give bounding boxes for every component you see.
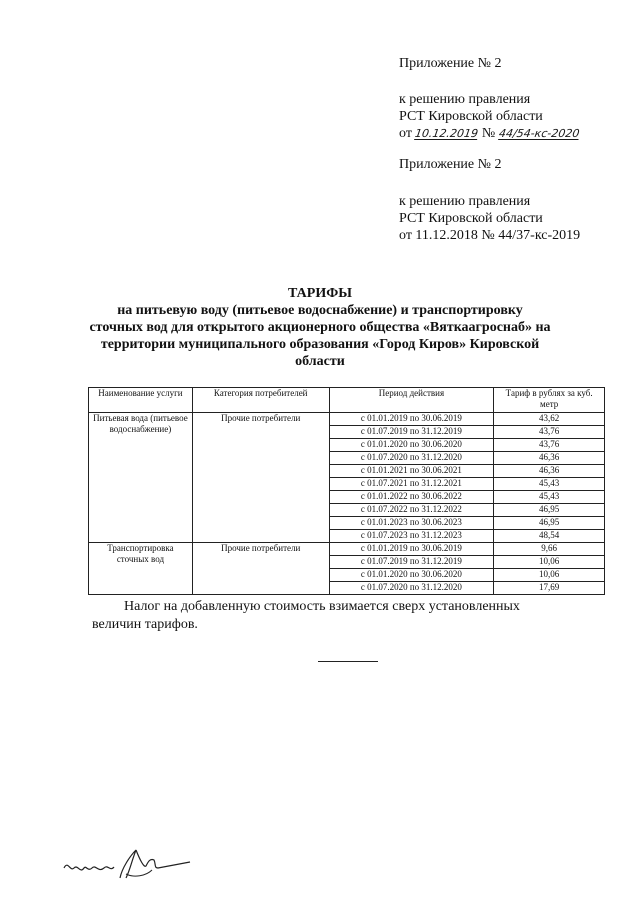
- appendix-current-line2: РСТ Кировской области: [399, 109, 543, 124]
- end-divider: [318, 661, 378, 662]
- appendix-previous-title: Приложение № 2: [399, 157, 502, 172]
- period-cell: с 01.01.2020 по 30.06.2020: [329, 569, 494, 582]
- tariff-cell: 9,66: [494, 543, 605, 556]
- period-cell: с 01.01.2022 по 30.06.2022: [329, 491, 494, 504]
- period-cell: с 01.07.2023 по 31.12.2023: [329, 530, 494, 543]
- signature-graphic: [60, 838, 200, 888]
- number-sign: №: [481, 126, 496, 141]
- tariff-cell: 46,95: [494, 504, 605, 517]
- tariff-cell: 45,43: [494, 478, 605, 491]
- vat-note-line2: величин тарифов.: [92, 617, 198, 632]
- vat-note-line1: Налог на добавленную стоимость взимается сверх установленных: [124, 599, 520, 614]
- tariff-cell: 17,69: [494, 582, 605, 595]
- heading-line2: сточных вод для открытого акционерного общества «Вяткаагроснаб» на: [89, 320, 551, 335]
- header-category: Категория потребителей: [192, 388, 329, 413]
- heading-line4: области: [295, 354, 345, 369]
- table-row: [89, 413, 605, 426]
- header-period: Период действия: [329, 388, 494, 413]
- period-cell: с 01.07.2020 по 31.12.2020: [329, 452, 494, 465]
- service-cell: Питьевая вода (питьевое водоснабжение): [89, 413, 193, 543]
- appendix-previous-line2: РСТ Кировской области: [399, 211, 543, 226]
- appendix-previous-line1: к решению правления: [399, 194, 531, 209]
- tariff-cell: 10,06: [494, 569, 605, 582]
- date-prefix: от: [399, 126, 412, 141]
- handwritten-signature: [60, 838, 200, 893]
- tariff-cell: 48,54: [494, 530, 605, 543]
- table-row: [89, 543, 605, 556]
- handwritten-date: 10.12.2019: [414, 127, 480, 140]
- period-cell: с 01.07.2022 по 31.12.2022: [329, 504, 494, 517]
- appendix-previous: [399, 156, 580, 244]
- appendix-current-date-line: [399, 125, 579, 142]
- appendix-current-line1: к решению правления: [399, 92, 531, 107]
- period-cell: с 01.07.2020 по 31.12.2020: [329, 582, 494, 595]
- period-cell: с 01.01.2019 по 30.06.2019: [329, 413, 494, 426]
- tariff-cell: 10,06: [494, 556, 605, 569]
- appendix-current: [399, 55, 579, 142]
- document-heading: [60, 285, 580, 370]
- period-cell: с 01.01.2019 по 30.06.2019: [329, 543, 494, 556]
- heading-title: ТАРИФЫ: [288, 286, 352, 301]
- tariff-cell: 46,95: [494, 517, 605, 530]
- header-tariff: Тариф в рублях за куб. метр: [494, 388, 605, 413]
- tariff-cell: 43,62: [494, 413, 605, 426]
- heading-line1: на питьевую воду (питьевое водоснабжение) и транспортировку: [117, 303, 523, 318]
- table-header-row: [89, 388, 605, 413]
- period-cell: с 01.01.2021 по 30.06.2021: [329, 465, 494, 478]
- tariffs-table: [88, 387, 605, 595]
- service-cell: Транспортировка сточных вод: [89, 543, 193, 595]
- tariff-cell: 45,43: [494, 491, 605, 504]
- heading-line3: территории муниципального образования «Город Киров» Кировской: [100, 337, 540, 352]
- appendix-previous-line3: от 11.12.2018 № 44/37-кс-2019: [399, 228, 581, 243]
- tariff-cell: 46,36: [494, 465, 605, 478]
- period-cell: с 01.01.2020 по 30.06.2020: [329, 439, 494, 452]
- header-service: Наименование услуги: [89, 388, 193, 413]
- category-cell: Прочие потребители: [192, 543, 329, 595]
- tariff-cell: 46,36: [494, 452, 605, 465]
- tariff-cell: 43,76: [494, 439, 605, 452]
- tariff-cell: 43,76: [494, 426, 605, 439]
- period-cell: с 01.07.2021 по 31.12.2021: [329, 478, 494, 491]
- appendix-current-title: Приложение № 2: [399, 56, 502, 71]
- vat-note: [92, 598, 598, 634]
- category-cell: Прочие потребители: [192, 413, 329, 543]
- period-cell: с 01.07.2019 по 31.12.2019: [329, 556, 494, 569]
- handwritten-number: 44/54-кс-2020: [497, 127, 581, 140]
- period-cell: с 01.07.2019 по 31.12.2019: [329, 426, 494, 439]
- period-cell: с 01.01.2023 по 30.06.2023: [329, 517, 494, 530]
